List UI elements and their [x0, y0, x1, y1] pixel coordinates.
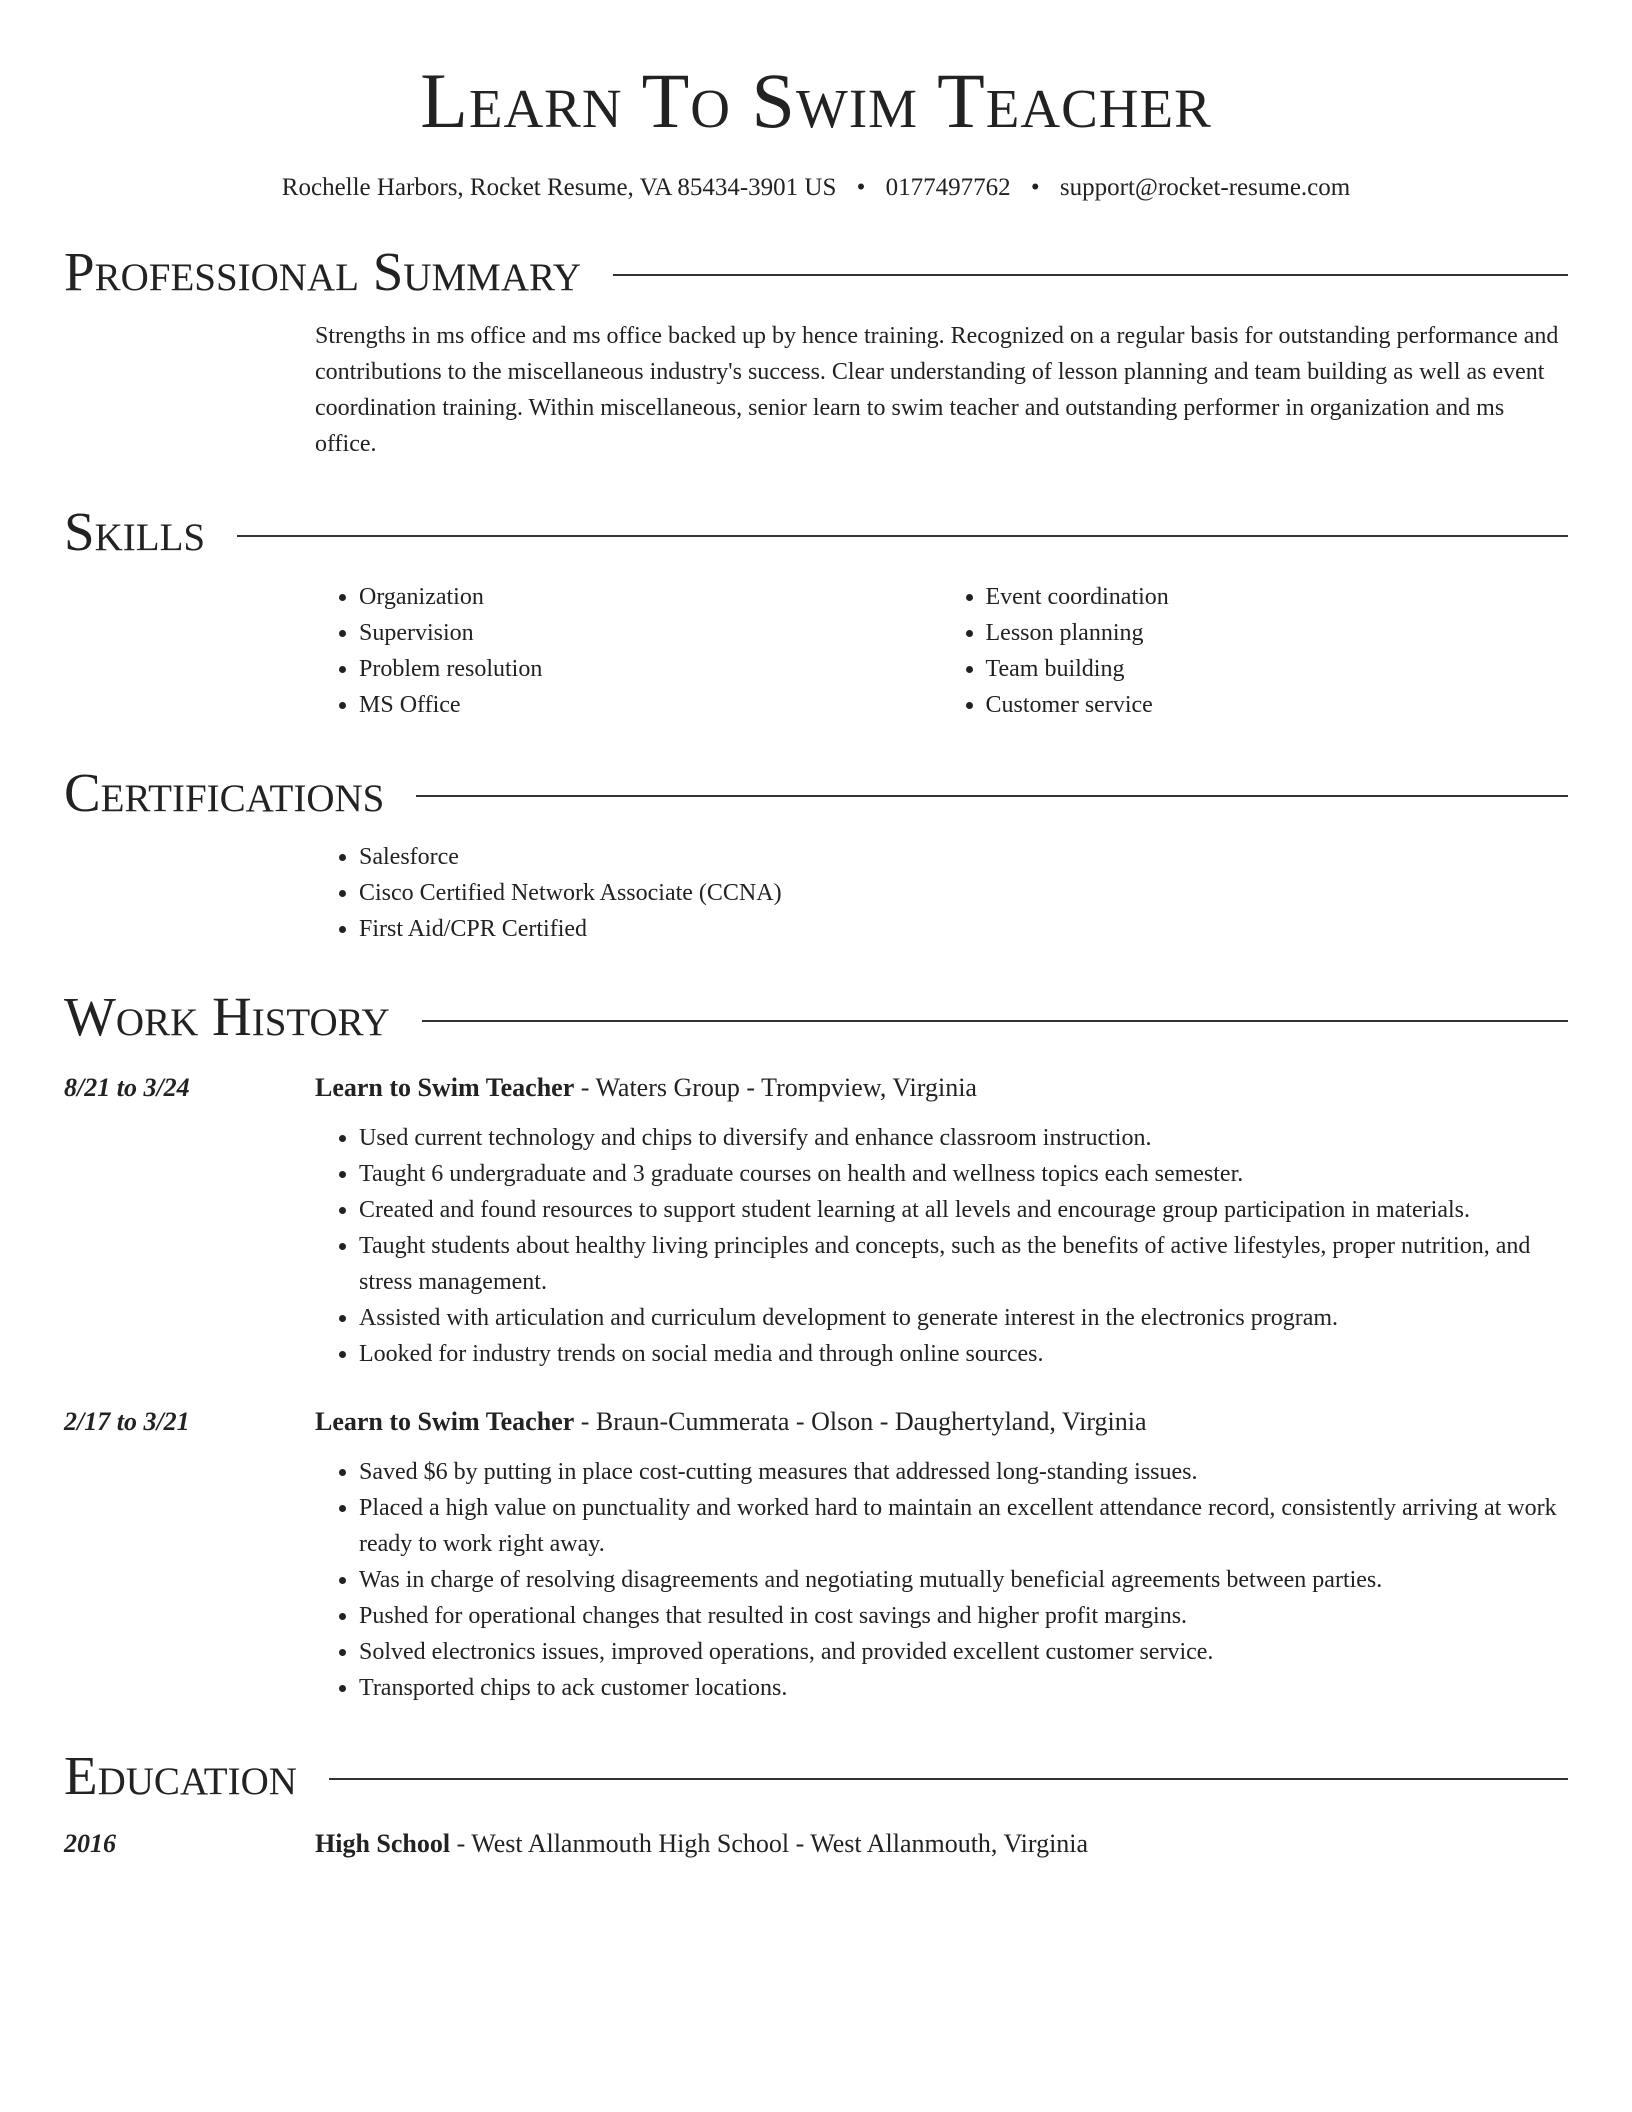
certification-item: • First Aid/CPR Certified	[359, 911, 1568, 947]
job-bullet: • Taught 6 undergraduate and 3 graduate courses on health and wellness topics each semester.	[359, 1156, 1568, 1192]
job-employer: - Waters Group - Trompview, Virginia	[574, 1072, 977, 1102]
job-employer: - Braun-Cummerata - Olson - Daughertyland, Virginia	[574, 1406, 1147, 1436]
skills-column-left	[315, 579, 942, 723]
education-section-header	[64, 1746, 1568, 1807]
skill-item: • MS Office	[359, 687, 942, 723]
contact-email: support@rocket-resume.com	[1059, 173, 1351, 201]
resume-name: Learn To Swim Teacher	[420, 57, 1212, 144]
job-bullets	[315, 1120, 1568, 1372]
job-bullet: • Was in charge of resolving disagreements and negotiating mutually beneficial agreements between parties.	[359, 1562, 1568, 1598]
job-title: Learn to Swim Teacher	[315, 1072, 575, 1102]
skill-item: • Supervision	[359, 615, 942, 651]
work-history-heading: Work History	[64, 986, 390, 1048]
job-dates: 8/21 to 3/24	[64, 1072, 190, 1102]
education-entry	[64, 1826, 1568, 1862]
contact-line	[64, 174, 1568, 202]
job-entry	[64, 1404, 1568, 1706]
skill-item: • Team building	[986, 651, 1569, 687]
certifications-heading: Certifications	[64, 761, 385, 823]
certifications-list	[315, 839, 1568, 947]
section-divider	[613, 274, 1568, 276]
certification-item: • Cisco Certified Network Associate (CCNA)	[359, 875, 1568, 911]
summary-heading: Professional Summary	[64, 240, 582, 302]
education-heading: Education	[64, 1744, 297, 1806]
certification-item: • Salesforce	[359, 839, 1568, 875]
skills-section-header	[64, 502, 1568, 563]
skill-item: • Customer service	[986, 687, 1569, 723]
contact-separator: •	[856, 173, 866, 201]
contact-address: Rochelle Harbors, Rocket Resume, VA 85434-3901 US	[281, 173, 837, 201]
contact-phone: 0177497762	[885, 173, 1011, 201]
job-bullet: • Looked for industry trends on social media and through online sources.	[359, 1336, 1568, 1372]
job-bullet: • Transported chips to ack customer locations.	[359, 1670, 1568, 1706]
section-divider	[422, 1020, 1568, 1022]
section-divider	[416, 795, 1568, 797]
job-bullet: • Used current technology and chips to diversify and enhance classroom instruction.	[359, 1120, 1568, 1156]
job-bullet: • Pushed for operational changes that resulted in cost savings and higher profit margins.	[359, 1598, 1568, 1634]
skills-list	[315, 579, 1568, 723]
summary-text: Strengths in ms office and ms office backed up by hence training. Recognized on a regular basis for outstanding performance and contributions to the miscellaneous industry's success. Clear understanding of lesson planning and team building as well as event coordination training. Within miscellaneous, senior learn to swim teacher and outstanding performer in organization and ms office.	[315, 323, 1559, 458]
work-history-section-header	[64, 987, 1568, 1048]
skills-heading: Skills	[64, 501, 206, 563]
section-divider	[237, 535, 1568, 537]
job-bullet: • Assisted with articulation and curriculum development to generate interest in the electronics program.	[359, 1300, 1568, 1336]
skills-column-right	[942, 579, 1569, 723]
job-entry	[64, 1070, 1568, 1372]
education-date: 2016	[64, 1829, 116, 1859]
job-title-line	[315, 1070, 1568, 1106]
skill-item: • Organization	[359, 579, 942, 615]
job-bullet: • Saved $6 by putting in place cost-cutting measures that addressed long-standing issues.	[359, 1454, 1568, 1490]
job-dates: 2/17 to 3/21	[64, 1406, 190, 1436]
job-bullet: • Placed a high value on punctuality and worked hard to maintain an excellent attendance record, consistently arriving at work ready to work right away.	[359, 1490, 1568, 1562]
job-bullets	[315, 1454, 1568, 1706]
skill-item: • Lesson planning	[986, 615, 1569, 651]
skill-item: • Event coordination	[986, 579, 1569, 615]
section-divider	[329, 1778, 1568, 1780]
skill-item: • Problem resolution	[359, 651, 942, 687]
education-school: - West Allanmouth High School - West Allanmouth, Virginia	[450, 1829, 1089, 1859]
job-bullet: • Solved electronics issues, improved operations, and provided excellent customer service.	[359, 1634, 1568, 1670]
contact-separator: •	[1030, 173, 1040, 201]
summary-section-header	[64, 242, 1568, 303]
certifications-section-header	[64, 763, 1568, 824]
education-detail	[315, 1826, 1088, 1862]
job-title: Learn to Swim Teacher	[315, 1406, 575, 1436]
job-bullet: • Created and found resources to support student learning at all levels and encourage group participation in materials.	[359, 1192, 1568, 1228]
job-title-line	[315, 1404, 1568, 1440]
education-degree: High School	[315, 1829, 451, 1859]
job-bullet: • Taught students about healthy living principles and concepts, such as the benefits of active lifestyles, proper nutrition, and stress management.	[359, 1228, 1568, 1300]
